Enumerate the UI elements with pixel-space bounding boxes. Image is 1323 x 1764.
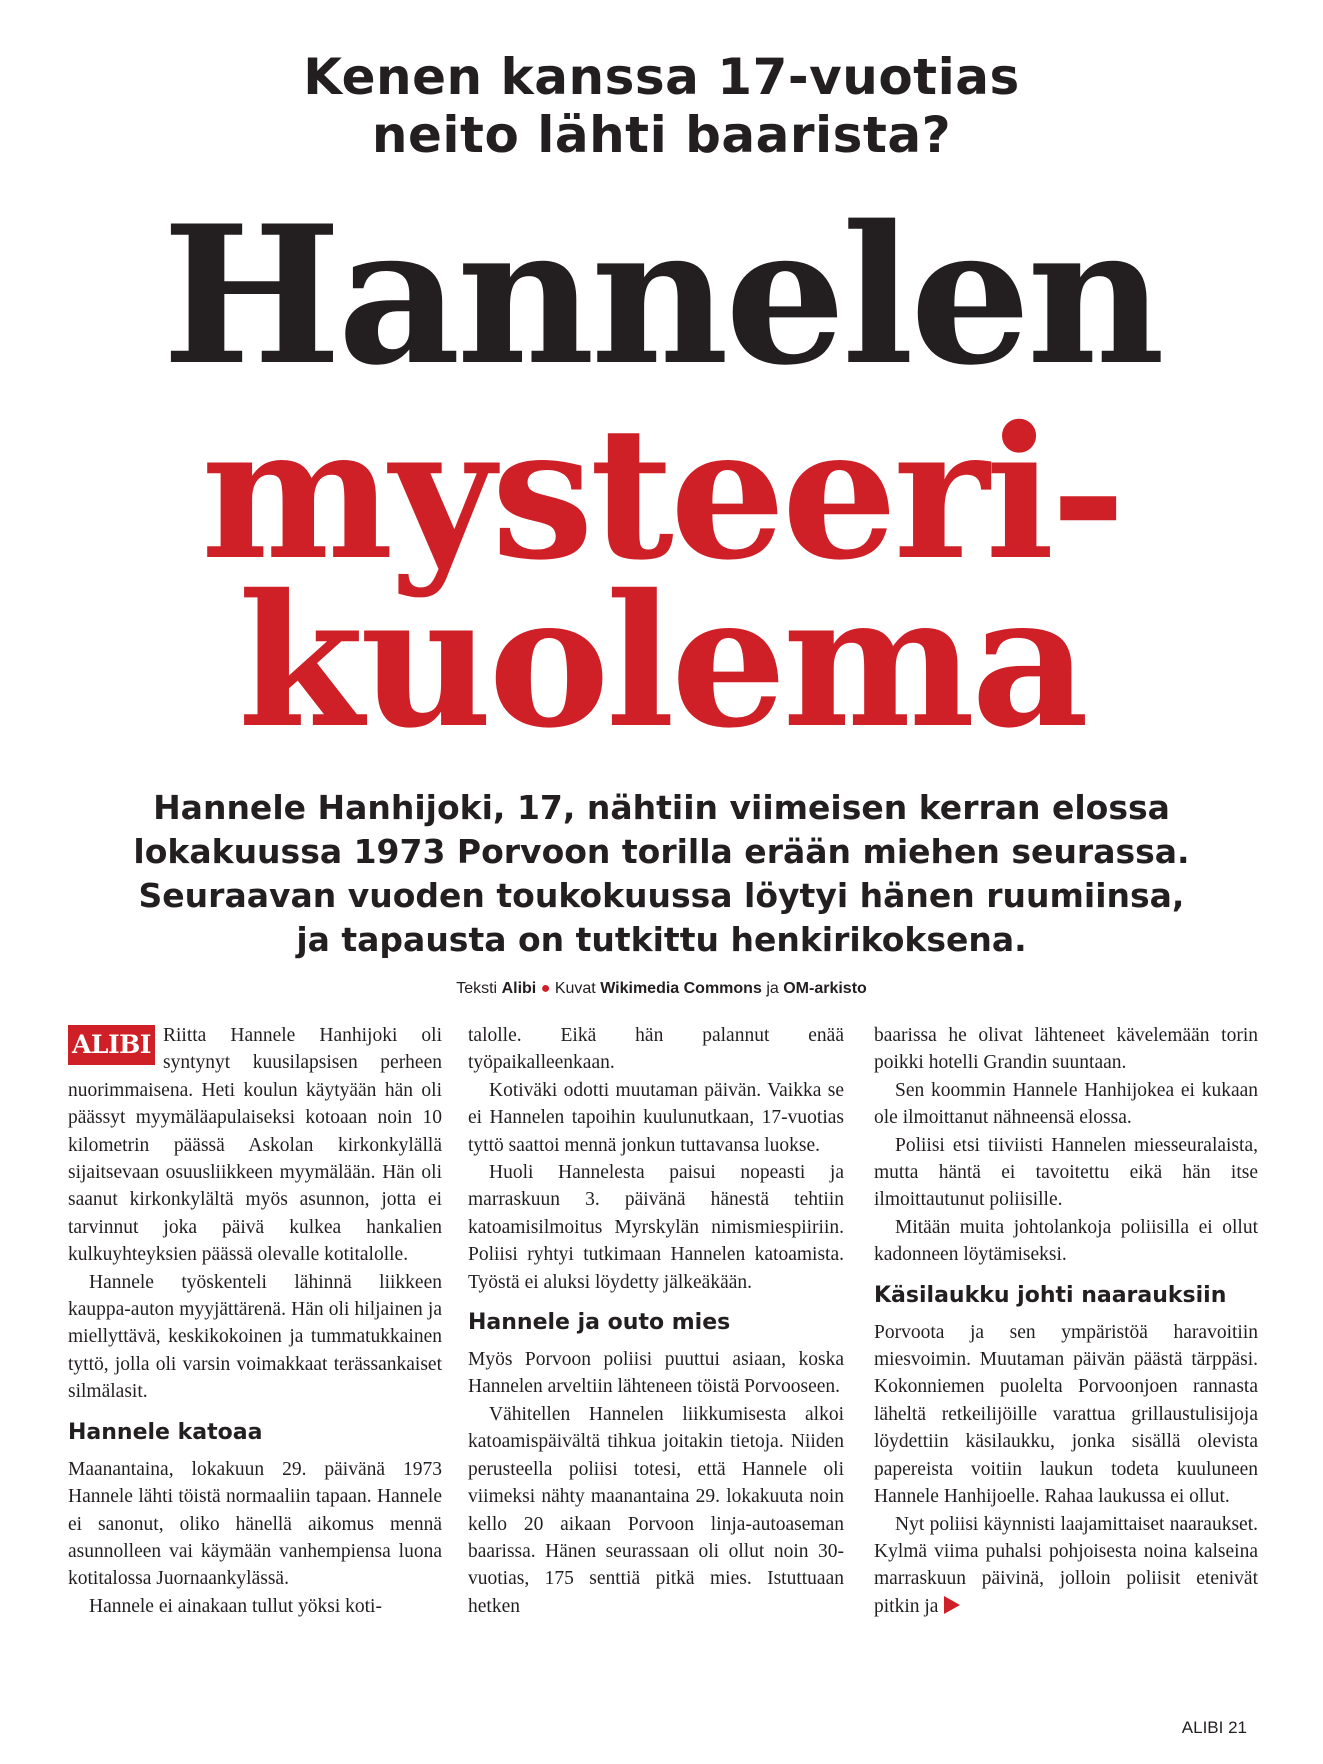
paragraph [68,1022,442,1269]
byline-photo-label: Kuvat [554,980,596,997]
paragraph: Maanantaina, lokakuun 29. päivänä 1973 Hannele lähti töistä normaaliin tapaan. Hannele ei sanonut, oliko hänellä aikomus mennä asunnolleen vai käymään vanhempiensa luona kotitalossa Juornaankylässä. [68,1458,442,1590]
lead-line-3: Seuraavan vuoden toukokuussa löytyi hänen ruumiinsa, [138,876,1185,915]
kicker-line-1: Kenen kanssa 17-vuotias [303,48,1020,106]
byline-text-label: Teksti [456,980,498,997]
paragraph: Myös Porvoon poliisi puuttui asiaan, koska Hannelen arveltiin lähteneen töistä Porvooseen. [468,1349,844,1398]
byline-author: Alibi [501,980,537,997]
paragraph: Vähitellen Hannelen liikkumisesta alkoi katoamispäivältä tihkua joitakin tietoja. Niiden perusteella poliisi totesi, että Hannele oli viimeksi nähty maanantaina 29. lokakuuta noin kello 20 aikaan Porvoon linja-autoaseman baarissa. Hänen seurassaan oli ollut noin 30-vuotias, 175 senttiä pitkä mies. Istuttuaan hetken [468,1403,844,1617]
article-column-3 [874,1022,1258,1620]
paragraph: Poliisi etsi tiiviisti Hannelen miesseuralaista, mutta häntä ei tavoitettu eikä hän itse ilmoittautunut poliisille. [874,1134,1258,1211]
headline-line-1: Hannelen [162,184,1161,407]
alibi-logo: ALIBI [68,1025,155,1065]
paragraph: Porvoota ja sen ympäristöä haravoitiin miesvoimin. Muutaman päivän päästä tärppäsi. Kokonniemen puolelta Porvoonjoen rannasta läheltä retkeilijöille varattua grillaustulisijoja löydettiin käsilaukku, jonka sisällä olevista papereista voitiin laukun todeta kuuluneen Hannele Hanhijoelle. Rahaa laukussa ei ollut. [874,1321,1258,1508]
paragraph: Hannele ei ainakaan tullut yöksi koti- [89,1595,382,1617]
lead-line-4: ja tapausta on tutkittu henkirikoksena. [296,920,1027,959]
paragraph: Kotiväki odotti muutaman päivän. Vaikka se ei Hannelen tapoihin kuulunutkaan, 17-vuotias tyttö saattoi mennä jonkun tuttavansa luokse. [468,1079,844,1156]
continue-arrow-icon [944,1596,960,1614]
lead-line-2: lokakuussa 1973 Porvoon torilla erään miehen seurassa. [133,832,1190,871]
subheading: Hannele katoaa [68,1419,263,1445]
byline-photo-source-2: OM-arkisto [783,980,867,997]
paragraph-text: Nyt poliisi käynnisti laajamittaiset naaraukset. Kylmä viima puhalsi pohjoisesta noina kalseina marraskuun päivinä, jolloin poliisit etenivät pitkin ja [874,1513,1258,1617]
headline-line-3: kuolema [237,554,1086,768]
byline-dot-icon: ● [540,980,551,997]
byline [0,980,1323,998]
paragraph: Huoli Hannelesta paisui nopeasti ja marraskuun 3. päivänä hänestä tehtiin katoamisilmoitus Myrskylän nimismiespiiriin. Poliisi ryhtyi tutkimaan Hannelen katoamista. Työstä ei aluksi löydetty jälkeäkään. [468,1162,844,1293]
lead-paragraph [100,786,1223,962]
paragraph: Hannele työskenteli lähinnä liikkeen kauppa-auton myyjättärenä. Hän oli hiljainen ja miellyttävä, keskikokoinen ja tummatukkainen tyttö, jolla oli varsin voimakkaat terässankaiset silmälasit. [68,1271,442,1403]
paragraph: talolle. Eikä hän palannut enää työpaikalleenkaan. [468,1025,844,1074]
kicker-line-2: neito lähti baarista? [371,106,952,164]
byline-conjunction: ja [766,980,779,997]
subheading: Käsilaukku johti naarauksiin [874,1282,1227,1308]
headline-line-2: mysteeri- [200,386,1122,600]
article-column-1 [68,1022,442,1620]
paragraph-text: Riitta Hannele Hanhijoki oli syntynyt kuusilapsisen perheen nuorimmaisena. Heti koulun käytyään hän oli päässyt myymäläapulaiseksi kotoaan noin 10 kilometrin päässä Askolan kirkonkylällä sijaitsevaan osuusliikkeen myymälään. Hän oli saanut kirkonkylältä myös asunnon, jotta ei tarvinnut joka päivä kulkea hankalien kulkuyhteyksien päässä olevalle kotitalolle. [68,1025,442,1266]
paragraph: Mitään muita johtolankoja poliisilla ei ollut kadonneen löytämiseksi. [874,1216,1258,1266]
lead-line-1: Hannele Hanhijoki, 17, nähtiin viimeisen kerran elossa [153,788,1170,827]
paragraph: Sen koommin Hannele Hanhijokea ei kukaan ole ilmoittanut nähneensä elossa. [874,1079,1258,1129]
kicker-headline [0,48,1323,164]
subheading: Hannele ja outo mies [468,1310,731,1336]
article-column-2 [468,1022,844,1620]
byline-photo-source-1: Wikimedia Commons [600,980,762,997]
paragraph [874,1511,1258,1621]
page-number: ALIBI 21 [1181,1718,1247,1737]
paragraph: baarissa he olivat lähteneet kävelemään torin poikki hotelli Grandin suuntaan. [874,1025,1258,1074]
